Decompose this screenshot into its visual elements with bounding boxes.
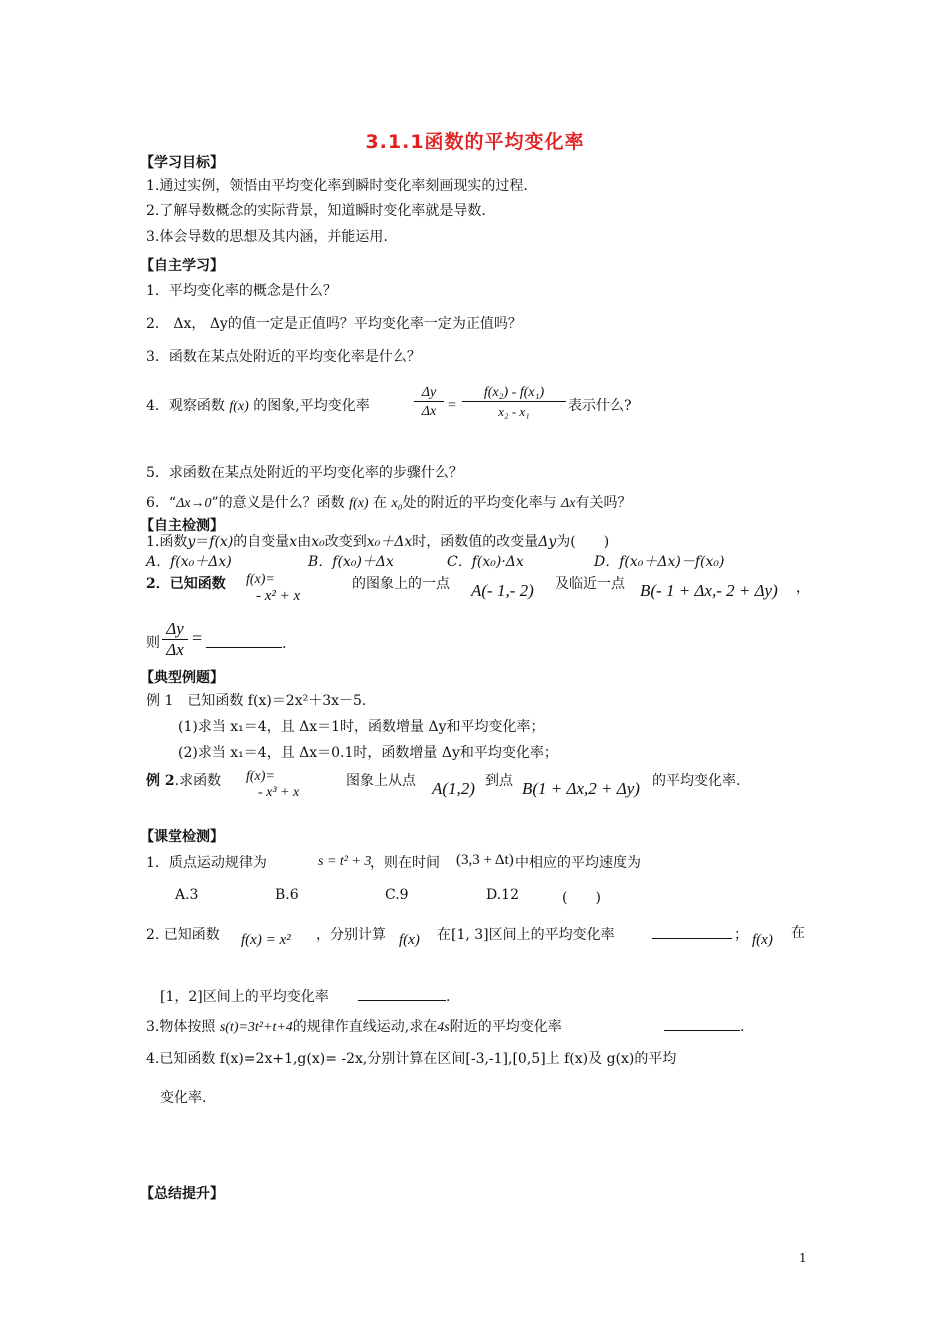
section-examples-heading: 【典型例题】 — [140, 670, 224, 686]
class-check-q2-fx: f(x) — [399, 932, 420, 948]
class-check-q3: 3.物体按照 s(t)=3t²+t+4的规律作直线运动,求在4s附近的平均变化率 — [146, 1019, 562, 1035]
p2-comma: ， — [796, 580, 810, 596]
e2-text-3: 的平均变化率. — [652, 773, 741, 789]
section-class-check-heading: 【课堂检测】 — [140, 829, 224, 845]
e2-text-2: 到点 — [485, 773, 513, 789]
q4-difference-quotient: $\frac{\text{f(x₂) - f(x₁)}}{\text{x₂ - x₁}}$ — [462, 385, 566, 420]
self-study-q1: 1．平均变化率的概念是什么？ — [146, 283, 337, 299]
class-check-q2-semicolon: ； — [734, 927, 748, 943]
self-study-q6: 6．“Δx→0”的意义是什么？函数 f(x) 在 x₀处的附近的平均变化率与 Δx有关吗？ — [146, 495, 632, 511]
p2-function-expression: - x² + x — [256, 588, 301, 604]
class-check-q1-option-d: D.12 — [486, 887, 519, 903]
class-check-q1-option-c: C.9 — [385, 887, 409, 903]
p2-equals: = — [192, 628, 203, 648]
class-check-q1-option-a: A.3 — [175, 887, 199, 903]
option-b: B．f(x₀)＋Δx — [308, 554, 394, 570]
class-check-q2-b: ，分别计算 — [316, 927, 386, 943]
class-check-q1-option-b: B.6 — [275, 887, 299, 903]
option-d: D．f(x₀＋Δx)－f(x₀) — [594, 554, 725, 570]
e2-point-b: B(1 + Δx,2 + Δy) — [522, 779, 640, 798]
q4-equals: = — [448, 398, 456, 413]
class-check-q2-e: [1，2]区间上的平均变化率 — [160, 989, 329, 1005]
class-check-q1-a: 1．质点运动规律为 — [146, 855, 267, 871]
p2-text-1: 的图象上的一点 — [352, 576, 450, 592]
class-check-q4-line-1: 4.已知函数 f(x)=2x+1,g(x)= -2x,分别计算在区间[-3,-1],[0,5]上 f(x)及 g(x)的平均 — [146, 1051, 677, 1067]
page-number: 1 — [799, 1251, 807, 1265]
e2-point-a: A(1,2) — [432, 779, 475, 798]
class-check-q1-answer-paren[interactable]: ( ) — [562, 890, 601, 906]
self-study-q3: 3．函数在某点处附近的平均变化率是什么？ — [146, 349, 421, 365]
p2-ze: 则 — [146, 635, 160, 651]
class-check-q2-c: 在[1, 3]区间上的平均变化率 — [437, 927, 615, 943]
goal-3: 3.体会导数的思想及其内涵，并能运用. — [146, 229, 388, 245]
q4-dy-dx-fraction: $\frac{\Delta y}{\Delta x}$ — [414, 385, 444, 420]
class-check-q2-function: f(x) = x² — [241, 932, 291, 948]
example-1-part-1: (1)求当 x₁＝4，且 Δx＝1时，函数增量 Δy和平均变化率； — [178, 719, 545, 735]
class-check-q2-blank-1[interactable] — [652, 924, 732, 943]
e2-function-expression: - x³ + x — [258, 785, 300, 800]
p2-function-name: f(x)= — [246, 572, 275, 587]
example-1-part-2: (2)求当 x₁＝4，且 Δx＝0.1时，函数增量 Δy和平均变化率； — [178, 745, 558, 761]
goal-1: 1.通过实例，领悟由平均变化率到瞬时变化率刻画现实的过程. — [146, 178, 528, 194]
section-goals-heading: 【学习目标】 — [140, 155, 224, 171]
example-1: 例 1 已知函数 f(x)＝2x²＋3x－5. — [146, 693, 367, 709]
option-c: C．f(x₀)·Δx — [447, 554, 524, 570]
p2-fraction: $\frac{\Delta y}{\Delta x}$ — [162, 619, 188, 660]
class-check-q3-blank[interactable]: . — [664, 1016, 744, 1035]
p2-answer-blank[interactable]: . — [206, 632, 286, 652]
section-self-study-heading: 【自主学习】 — [140, 258, 224, 274]
point-a: A(- 1,- 2) — [471, 581, 534, 600]
e2-function-name: f(x)= — [246, 769, 275, 784]
self-study-q4-suffix: 表示什么? — [568, 398, 632, 414]
goal-2: 2.了解导数概念的实际背景，知道瞬时变化率就是导数. — [146, 203, 486, 219]
class-check-q1-b: ，则在时间 — [370, 855, 440, 871]
class-check-q2-a: 2. 已知函数 — [146, 927, 220, 943]
class-check-q2-fx-2: f(x) — [752, 932, 773, 948]
self-check-p2-label: 2．已知函数 — [146, 576, 226, 592]
self-study-q5: 5．求函数在某点处附近的平均变化率的步骤什么？ — [146, 465, 463, 481]
section-self-check-heading: 【自主检测】 — [140, 518, 224, 534]
option-a: A．f(x₀＋Δx) — [146, 554, 232, 570]
section-summary-heading: 【总结提升】 — [140, 1186, 224, 1202]
example-2-label: 例 2.求函数 — [146, 773, 222, 789]
point-b: B(- 1 + Δx,- 2 + Δy) — [640, 581, 778, 600]
class-check-q4-line-2: 变化率. — [160, 1090, 207, 1106]
p2-text-2: 及临近一点 — [555, 576, 625, 592]
e2-text-1: 图象上从点 — [346, 773, 416, 789]
class-check-q1-c: 中相应的平均速度为 — [515, 855, 641, 871]
class-check-q2-blank-2[interactable]: . — [358, 986, 450, 1005]
self-study-q4-prefix: 4．观察函数 f(x) 的图象,平均变化率 — [146, 398, 370, 414]
class-check-q2-d: 在 — [791, 925, 805, 941]
class-check-q1-formula: s = t² + 3 — [318, 854, 372, 869]
self-study-q2: 2． Δx， Δy的值一定是正值吗？平均变化率一定为正值吗？ — [146, 316, 522, 332]
page-title: 3.1.1函数的平均变化率 — [365, 131, 585, 153]
self-check-p1: 1.函数y＝f(x)的自变量x由x₀改变到x₀＋Δx时，函数值的改变量Δy为( ) — [146, 534, 610, 550]
class-check-q1-interval: (3,3 + Δt) — [456, 852, 514, 868]
